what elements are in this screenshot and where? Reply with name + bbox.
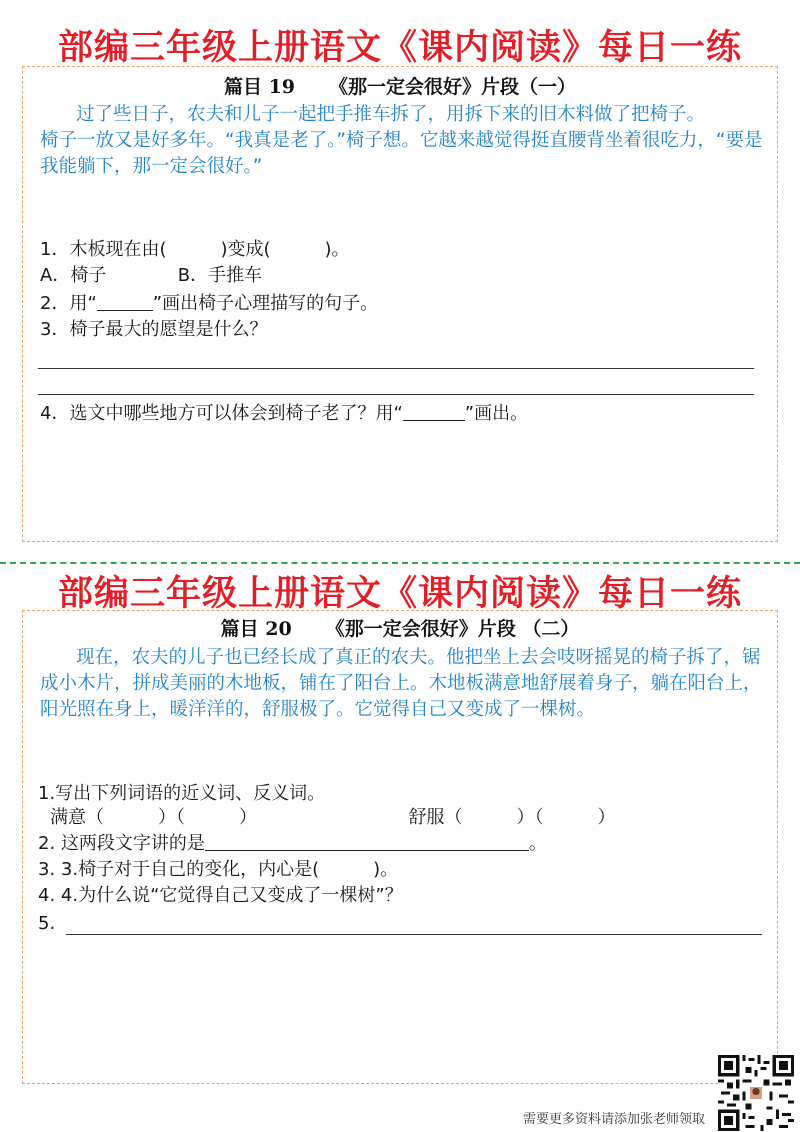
- s2-question-2-text: 2. 这两段文字讲的是: [38, 833, 205, 854]
- question-4-text-end: ”画出。: [464, 403, 529, 424]
- answer-line[interactable]: [66, 934, 762, 935]
- s2-question-2-end: 。: [528, 833, 547, 854]
- section-2-passage: [40, 645, 768, 723]
- s2-question-5: 5.: [38, 913, 56, 934]
- question-2-text-end: ”画出椅子心理描写的句子。: [152, 293, 379, 314]
- word-manyi: 满意（ ）（ ）: [50, 807, 257, 828]
- word-shufu: 舒服（ ）（ ）: [408, 807, 616, 828]
- underline-blank: [97, 294, 153, 311]
- question-1: 1．木板现在由( )变成( )。: [40, 239, 350, 260]
- section-1-heading: [0, 72, 800, 99]
- section-divider: [0, 562, 800, 564]
- question-1-options: [40, 264, 262, 288]
- footer-note: 需要更多资料请添加张老师领取: [522, 1112, 705, 1127]
- answer-blank[interactable]: [205, 834, 529, 851]
- s2-question-2: [38, 832, 547, 856]
- section-2-number: 篇目 20: [220, 618, 292, 640]
- option-a[interactable]: A．椅子: [40, 265, 107, 286]
- s2-question-4: 4. 4.为什么说“它觉得自己又变成了一棵树”？: [38, 885, 403, 906]
- banner-title-2: 部编三年级上册语文《课内阅读》每日一练: [57, 573, 742, 614]
- question-2-text-start: 2．用“: [40, 293, 97, 314]
- answer-line[interactable]: [38, 394, 754, 395]
- question-4-text-start: 4．选文中哪些地方可以体会到椅子老了？用“: [40, 403, 403, 424]
- passage-paragraph: 现在，农夫的儿子也已经长成了真正的农夫。他把坐上去会吱呀摇晃的椅子拆了，锯成小木片，拼成美丽的木地板，铺在了阳台上。木地板满意地舒展着身子，躺在阳台上，阳光照在身上，暖洋洋的，舒服极了。它觉得自己又变成了一棵树。: [40, 647, 762, 720]
- s2-question-3: 3. 3.椅子对于自己的变化，内心是( )。: [38, 859, 399, 880]
- option-b[interactable]: B．手推车: [177, 265, 263, 286]
- passage-paragraph: 过了些日子，农夫和儿子一起把手推车拆了，用拆下来的旧木料做了把椅子。: [76, 104, 706, 125]
- section-1-passage: [40, 102, 768, 180]
- section-1-title: 《那一定会很好》片段（一）: [329, 76, 577, 98]
- question-3: 3．椅子最大的愿望是什么？: [40, 319, 268, 340]
- s2-question-1-words: [50, 806, 615, 830]
- s2-question-1: 1.写出下列词语的近义词、反义词。: [38, 783, 326, 804]
- banner-title-1: 部编三年级上册语文《课内阅读》每日一练: [57, 27, 742, 68]
- section-2-title: 《那一定会很好》片段 （二）: [325, 618, 580, 640]
- section-1-number: 篇目 19: [223, 76, 296, 98]
- question-4: [40, 402, 528, 426]
- answer-line[interactable]: [38, 368, 754, 369]
- passage-paragraph: 椅子一放又是好多年。“我真是老了。”椅子想。它越来越觉得挺直腰背坐着很吃力，“要是我能躺下，那一定会很好。”: [40, 130, 763, 177]
- question-2: [40, 292, 378, 316]
- underline-blank: [403, 404, 465, 421]
- qr-code-icon: [718, 1055, 794, 1131]
- section-2-heading: [0, 614, 800, 641]
